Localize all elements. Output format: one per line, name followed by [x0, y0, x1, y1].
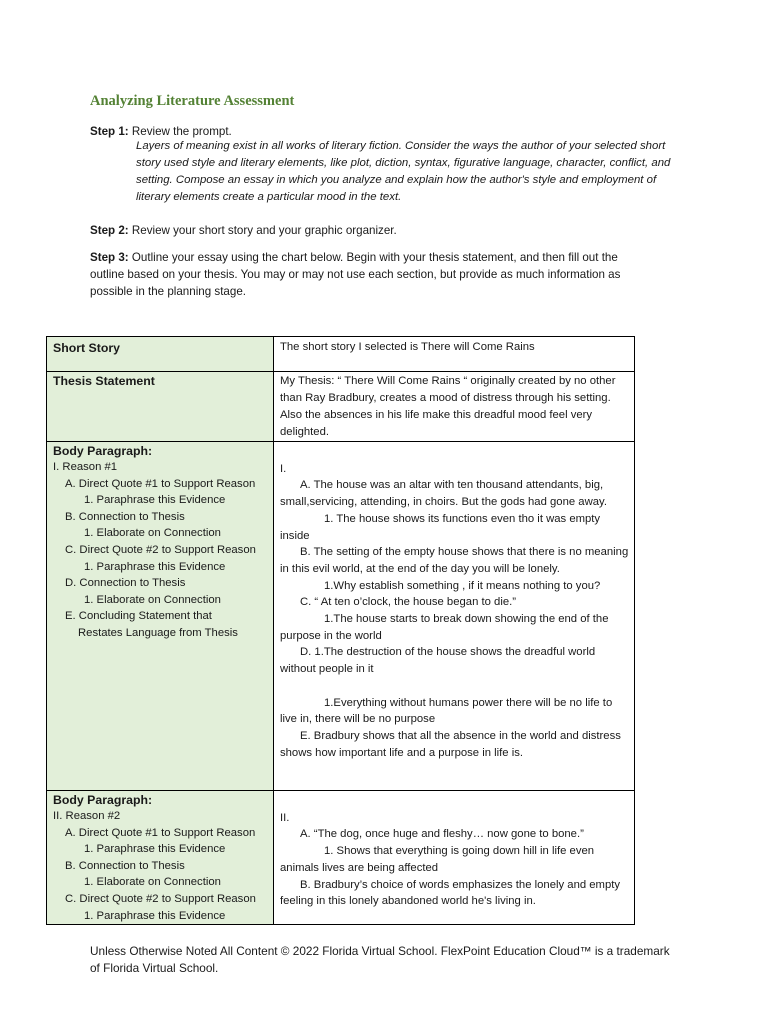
step-2: [90, 222, 650, 239]
body1-response-line: E. Bradbury shows that all the absence in the world and distress shows how important life and a purpose in life is.: [280, 729, 621, 759]
body2-response-line: A. “The dog, once huge and fleshy… now gone to bone.”: [300, 828, 584, 841]
body2-response-line: 1. Shows that everything is going down hill in life even animals lives are being affected: [280, 845, 595, 874]
body1-response-line: 1.Why establish something , if it means nothing to you?: [324, 579, 601, 592]
body-2-response: [274, 791, 634, 910]
body1-outline-item: Restates Language from Thesis: [78, 626, 238, 639]
body1-response-line: A. The house was an altar with ten thousand attendants, big, small,servicing, attending, in choirs. But the gods had gone away.: [280, 479, 607, 509]
body1-outline-item: B. Connection to Thesis: [65, 510, 185, 523]
body2-outline-item: 1. Paraphrase this Evidence: [84, 909, 226, 922]
copyright-footer: Unless Otherwise Noted All Content © 2022 Florida Virtual School. FlexPoint Education Cloud™ is a trademark of Florida Virtual School.: [90, 944, 670, 975]
body1-outline-item: C. Direct Quote #2 to Support Reason: [65, 543, 256, 556]
body1-outline-item: 1. Elaborate on Connection: [84, 527, 221, 540]
table-row-short-story: [47, 337, 635, 372]
body1-outline-item: I. Reason #1: [53, 461, 118, 473]
table-row-body-2: [47, 791, 635, 925]
body-1-response-cell[interactable]: [274, 442, 635, 791]
body-2-label-cell: [47, 791, 274, 925]
table-row-body-1: [47, 442, 635, 791]
short-story-value: The short story I selected is There will Come Rains: [280, 341, 535, 353]
body-2-response-cell[interactable]: [274, 791, 635, 925]
thesis-value-cell[interactable]: [274, 372, 635, 442]
body2-outline-item: A. Direct Quote #1 to Support Reason: [65, 826, 256, 839]
body-2-label: Body Paragraph:: [53, 793, 153, 807]
body1-response-line: [280, 444, 630, 461]
body2-response-line: B. Bradbury’s choice of words emphasizes the lonely and empty feeling in this lonely abandoned world he's living in.: [280, 878, 621, 908]
body1-outline-item: E. Concluding Statement that: [65, 610, 212, 623]
body1-response-line: 1. The house shows its functions even tho it was empty inside: [280, 512, 601, 542]
essay-prompt: Layers of meaning exist in all works of literary fiction. Consider the ways the author of your selected short story used style and literary elements, like plot, diction, syntax, figurative language, character, conflict, and setting. Compose an essay in which you analyze and explain how the author's style and employment of literary elements create a particular mood in the text.: [136, 140, 671, 203]
body2-response-line: [280, 793, 630, 810]
page-title: Analyzing Literature Assessment: [90, 93, 295, 109]
body2-outline-item: 1. Elaborate on Connection: [84, 876, 221, 889]
body1-response-line: B. The setting of the empty house shows that there is no meaning in this evil world, at the end of the day you will be lonely.: [280, 546, 629, 575]
body1-response-line: I.: [280, 462, 287, 475]
body1-outline-item: A. Direct Quote #1 to Support Reason: [65, 477, 256, 490]
thesis-label-cell: [47, 372, 274, 442]
body1-response-line: 1.Everything without humans power there will be no life to live in, there will be no purpose: [280, 696, 613, 726]
short-story-value-cell[interactable]: [274, 337, 635, 372]
body2-outline-item: 1. Paraphrase this Evidence: [84, 843, 226, 856]
body-1-label-cell: [47, 442, 274, 791]
thesis-label: Thesis Statement: [53, 374, 155, 388]
body1-outline-item: 1. Paraphrase this Evidence: [84, 560, 226, 573]
body2-response-line: II.: [280, 811, 290, 824]
body1-response-line: [280, 678, 630, 695]
body2-outline-item: B. Connection to Thesis: [65, 859, 185, 872]
essay-outline-table: [46, 336, 635, 925]
step-1-text: Review the prompt.: [131, 125, 232, 138]
step-3-label: Step 3:: [90, 251, 129, 264]
body-1-response: [274, 442, 634, 761]
body2-outline-item: C. Direct Quote #2 to Support Reason: [65, 892, 256, 905]
thesis-value: My Thesis: “ There Will Come Rains “ originally created by no other than Ray Bradbury, creates a mood of distress through his setting. Also the absences in his life make this dreadful mood feel very delighted.: [280, 375, 616, 438]
body-1-label: Body Paragraph:: [53, 444, 153, 458]
step-3: [90, 249, 650, 300]
table-row-thesis: [47, 372, 635, 442]
body-2-outline-list: [47, 807, 273, 924]
step-3-text: Outline your essay using the chart below. Begin with your thesis statement, and then fill out the outline based on your thesis. You may or may not use each section, but provide as much information as possible in the planning stage.: [90, 251, 621, 298]
step-2-text: Review your short story and your graphic organizer.: [131, 224, 397, 237]
short-story-label: Short Story: [53, 341, 120, 355]
short-story-label-cell: [47, 337, 274, 372]
body-1-outline-list: [47, 458, 273, 642]
step-2-label: Step 2:: [90, 224, 129, 237]
body2-outline-item: II. Reason #2: [53, 810, 121, 822]
body1-response-line: C. “ At ten o’clock, the house began to die.”: [300, 596, 517, 609]
step-1-label: Step 1:: [90, 125, 129, 138]
body1-outline-item: 1. Elaborate on Connection: [84, 593, 221, 606]
body1-outline-item: D. Connection to Thesis: [65, 577, 186, 590]
body1-response-line: 1.The house starts to break down showing the end of the purpose in the world: [280, 613, 609, 642]
body1-outline-item: 1. Paraphrase this Evidence: [84, 494, 226, 507]
body1-response-line: D. 1.The destruction of the house shows the dreadful world without people in it: [280, 646, 596, 676]
